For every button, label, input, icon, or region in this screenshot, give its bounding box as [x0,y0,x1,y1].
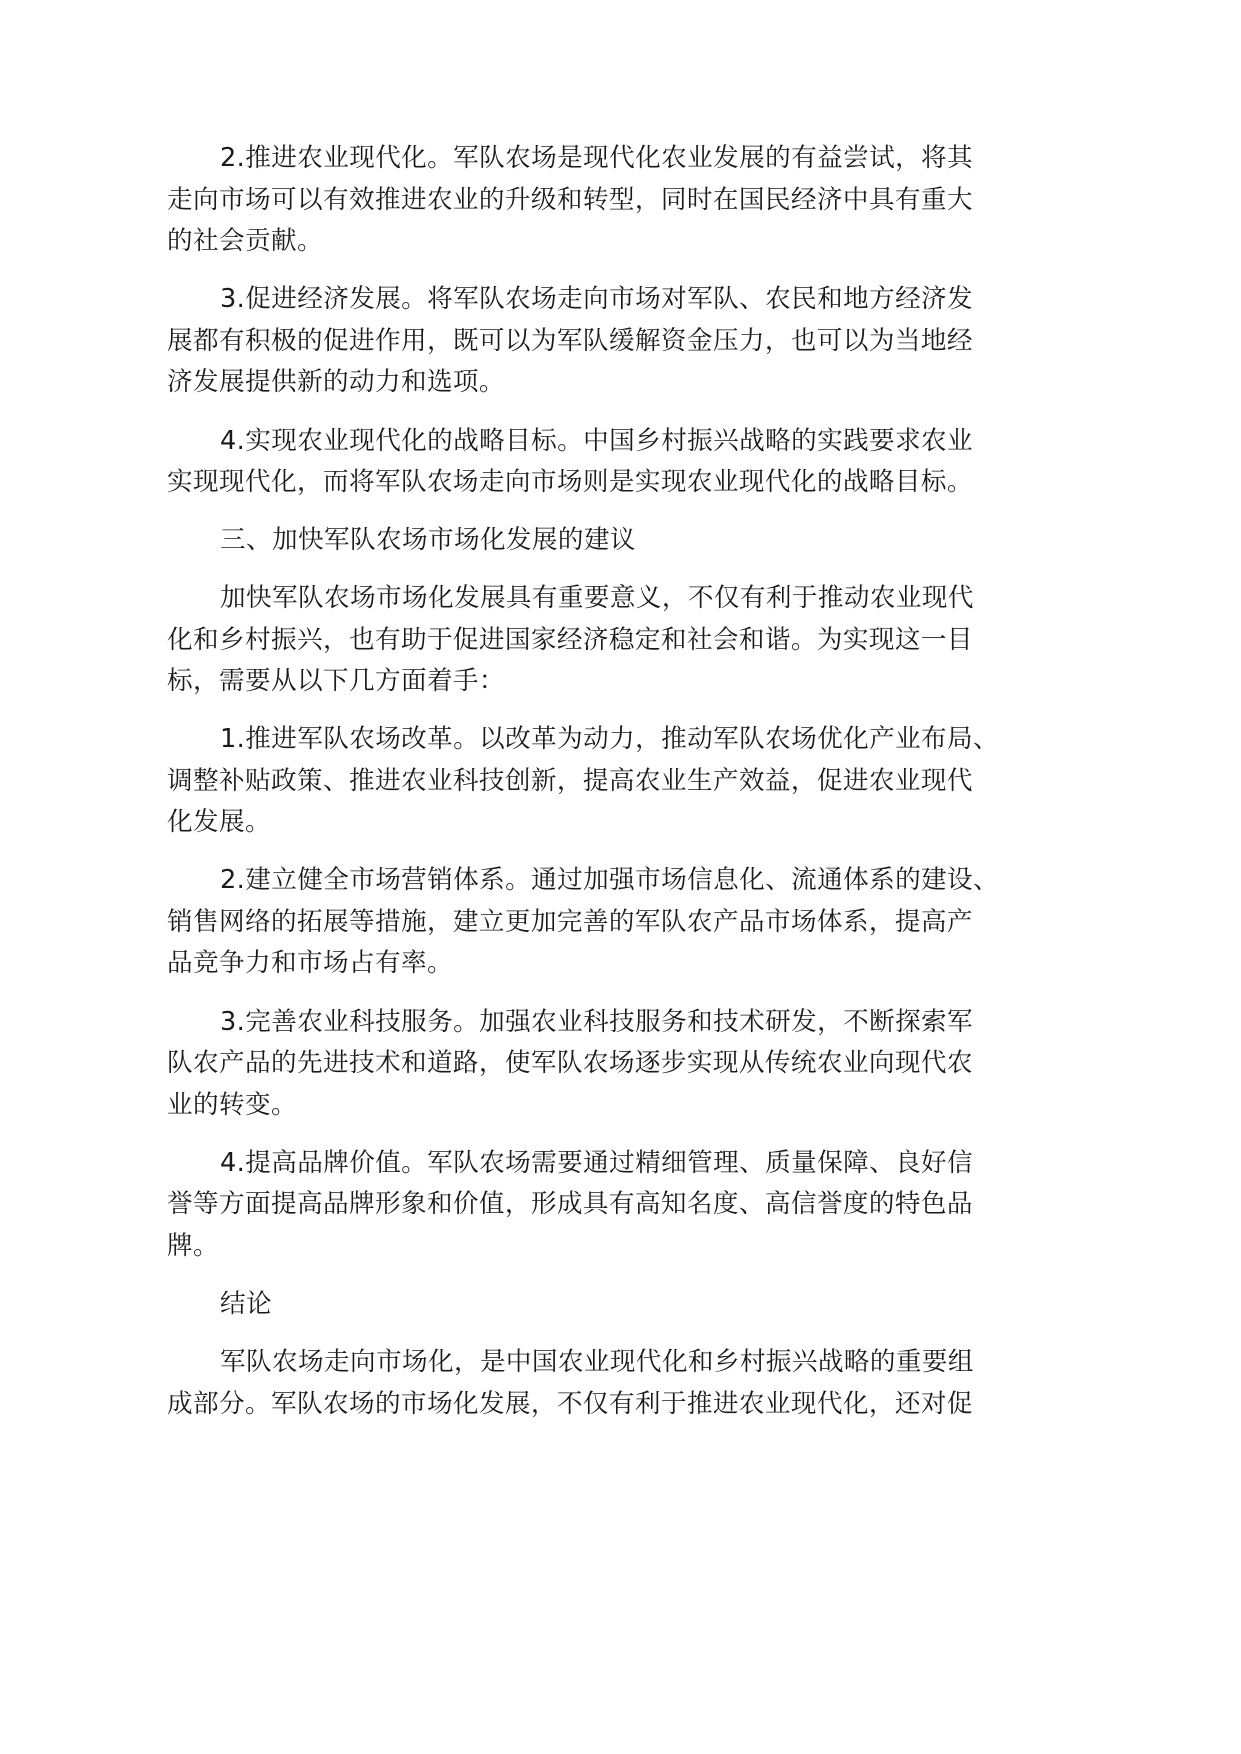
paragraph-line: 实现现代化，而将军队农场走向市场则是实现农业现代化的战略目标。 [167,467,973,497]
paragraph-line: 3.完善农业科技服务。加强农业科技服务和技术研发，不断探索军 [220,1007,974,1037]
paragraph-line: 品竞争力和市场占有率。 [167,948,453,978]
paragraph-line: 成部分。军队农场的市场化发展，不仅有利于推进农业现代化，还对促 [167,1389,973,1419]
paragraph-line: 业的转变。 [167,1090,297,1120]
paragraph-line: 4.实现农业现代化的战略目标。中国乡村振兴战略的实践要求农业 [220,426,974,456]
paragraph-line: 队农产品的先进技术和道路，使军队农场逐步实现从传统农业向现代农 [167,1048,973,1078]
paragraph-line: 1.推进军队农场改革。以改革为动力，推动军队农场优化产业布局、 [220,724,1000,754]
paragraph-line: 军队农场走向市场化，是中国农业现代化和乡村振兴战略的重要组 [220,1347,974,1377]
paragraph-line: 牌。 [167,1231,219,1261]
paragraph-line: 标，需要从以下几方面着手： [167,666,505,696]
section-heading: 三、加快军队农场市场化发展的建议 [220,525,636,555]
section-heading: 结论 [220,1289,272,1319]
paragraph-line: 3.促进经济发展。将军队农场走向市场对军队、农民和地方经济发 [220,284,974,314]
paragraph-line: 展都有积极的促进作用，既可以为军队缓解资金压力，也可以为当地经 [167,326,973,356]
paragraph-line: 2.建立健全市场营销体系。通过加强市场信息化、流通体系的建设、 [220,865,1000,895]
paragraph-line: 4.提高品牌价值。军队农场需要通过精细管理、质量保障、良好信 [220,1148,974,1178]
paragraph-line: 销售网络的拓展等措施，建立更加完善的军队农产品市场体系，提高产 [167,907,973,937]
paragraph-line: 誉等方面提高品牌形象和价值，形成具有高知名度、高信誉度的特色品 [167,1189,973,1219]
paragraph-line: 调整补贴政策、推进农业科技创新，提高农业生产效益，促进农业现代 [167,766,973,796]
paragraph-line: 化发展。 [167,807,271,837]
paragraph-line: 走向市场可以有效推进农业的升级和转型，同时在国民经济中具有重大 [167,185,973,215]
paragraph-line: 加快军队农场市场化发展具有重要意义，不仅有利于推动农业现代 [220,583,974,613]
paragraph-line: 济发展提供新的动力和选项。 [167,367,505,397]
paragraph-line: 的社会贡献。 [167,226,323,256]
paragraph-line: 化和乡村振兴，也有助于促进国家经济稳定和社会和谐。为实现这一目 [167,625,973,655]
paragraph-line: 2.推进农业现代化。军队农场是现代化农业发展的有益尝试，将其 [220,143,974,173]
